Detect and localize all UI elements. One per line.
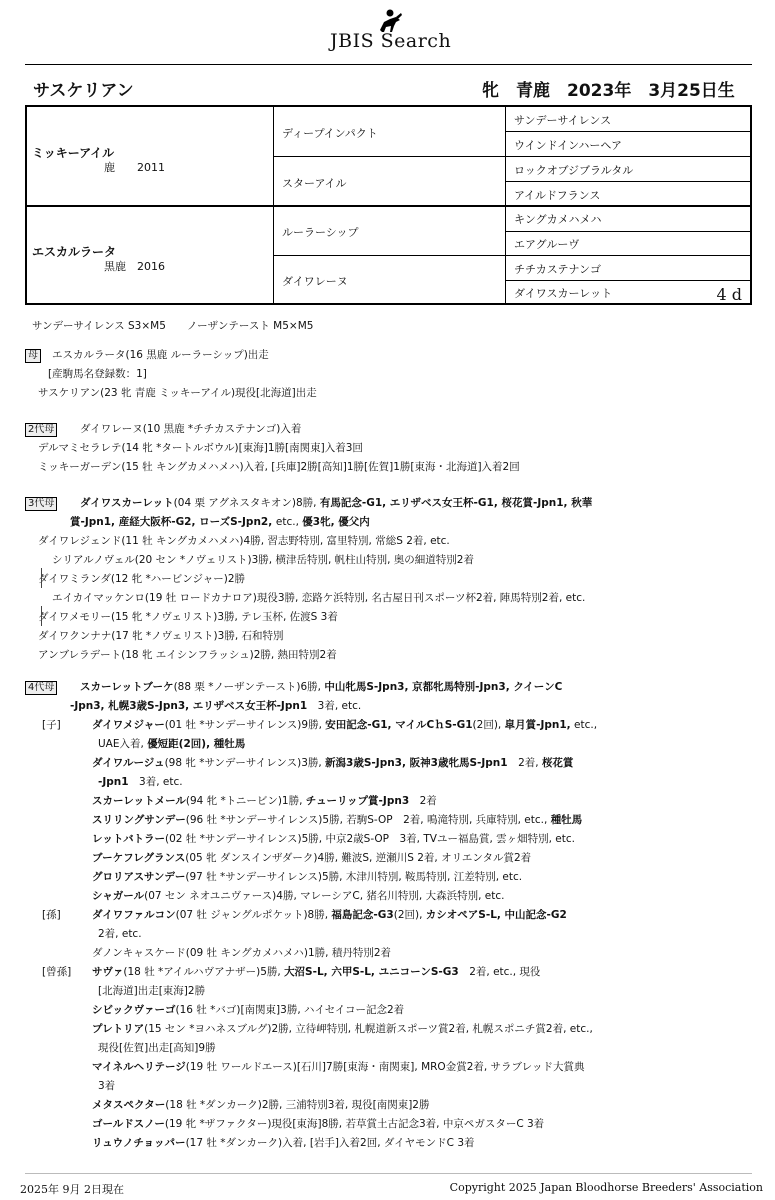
footer-copyright: Copyright 2025 Japan Bloodhorse Breeders' Association <box>449 1181 763 1194</box>
line-text: (96 牡 *サンデーサイレンス)5勝, 若駒S-OP 2着, 鳴滝特別, 兵庫特別, etc., <box>185 814 551 826</box>
section-line <box>0 944 775 963</box>
line-bold-text: 優3牝, 優父内 <box>302 516 370 528</box>
line-bold-text: 大沼S-L, 六甲S-L, ユニコーンS-G3 <box>284 966 459 978</box>
section-line <box>0 906 775 925</box>
line-bold-text: プレトリア <box>92 1023 145 1035</box>
line-bold-text: サヴァ <box>92 966 124 978</box>
line-text: (01 牡 *サンデーサイレンス)9勝, <box>164 719 326 731</box>
section-line <box>0 494 775 513</box>
great-grandparent: アイルドフランス <box>514 189 601 202</box>
section-line <box>0 697 775 716</box>
line-bold-text: スカーレットメール <box>92 795 186 807</box>
line-text: (17 牡 *ダンカーク)入着, [岩手]入着2回, ダイヤモンドC 3着 <box>185 1137 475 1149</box>
line-text: 2着, etc., 現役 <box>458 966 541 978</box>
great-grandparent: チチカステナンゴ <box>514 263 602 276</box>
section-line <box>0 346 775 365</box>
sire-name: ミッキーアイル <box>32 146 115 160</box>
section-line <box>0 716 775 735</box>
section-line <box>0 1058 775 1077</box>
family-number: 4 d <box>716 285 742 304</box>
line-text: (07 牡 ジャングルポケット)8勝, <box>175 909 332 921</box>
section-line <box>0 365 775 384</box>
sire-info: 鹿 2011 <box>104 161 165 174</box>
line-text: 2着, <box>507 757 542 769</box>
section-line <box>0 420 775 439</box>
section-line <box>0 773 775 792</box>
line-text: (15 セン *ヨハネスブルグ)2勝, 立待岬特別, 札幌道新スポーツ賞2着, 札幌スポニチ賞2着, etc., <box>144 1023 593 1035</box>
line-text: etc., <box>570 719 598 731</box>
line-bold-text: 安田記念-G1, マイルCｈS-G1 <box>325 719 473 731</box>
line-text: etc., <box>275 516 303 528</box>
line-text: [北海道]出走[東海]2勝 <box>98 985 206 997</box>
great-grandparent: キングカメハメハ <box>514 213 602 226</box>
line-text: シリアルノヴェル(20 セン *ノヴェリスト)3勝, 横津岳特別, 帆柱山特別, 奥の細道特別2着 <box>52 554 474 566</box>
line-text: (98 牝 *サンデーサイレンス)3勝, <box>164 757 326 769</box>
line-bold-text: スリリングサンデー <box>92 814 186 826</box>
line-bold-text: 皐月賞-Jpn1, <box>504 719 571 731</box>
section-line <box>0 811 775 830</box>
section-line <box>0 1001 775 1020</box>
line-text: ダイワミランダ(12 牝 *ハービンジャー)2勝 <box>38 573 246 585</box>
line-text: デルマミセラレテ(14 牝 *タートルボウル)[東海]1勝[南関東]入着3回 <box>38 442 363 454</box>
line-bold-text: ダイワスカーレット <box>80 497 174 509</box>
line-bold-text: 有馬記念-G1, エリザベス女王杯-G1, 桜花賞-Jpn1, 秋華 <box>319 497 593 509</box>
horse-info: 牝 青鹿 2023年 3月25日生 <box>482 81 735 101</box>
line-bold-text: メタスペクター <box>92 1099 166 1111</box>
section-line <box>0 1039 775 1058</box>
line-text: (02 牡 *サンデーサイレンス)5勝, 中京2歳S-OP 3着, TVユー福島賞, 雲ヶ畑特別, etc. <box>164 833 575 845</box>
logo-text: JBIS Search <box>330 30 452 52</box>
section-line <box>0 513 775 532</box>
line-bold-text: リュウノチョッパー <box>92 1137 186 1149</box>
grandparent: スターアイル <box>282 177 347 190</box>
section-line <box>0 439 775 458</box>
horse-name: サスケリアン <box>33 81 134 101</box>
line-bold-text: 福島記念-G3 <box>331 909 394 921</box>
line-text: (97 牡 *サンデーサイレンス)5勝, 木津川特別, 鞍馬特別, 江差特別, etc. <box>185 871 523 883</box>
pedigree-section <box>0 678 775 1153</box>
line-bold-text: -Jpn3, 札幌3歳S-Jpn3, エリザベス女王杯-Jpn1 <box>70 700 308 712</box>
line-bold-text: スカーレットブーケ <box>80 681 174 693</box>
relation-label: [子] <box>42 719 61 731</box>
section-tag: 3代母 <box>25 497 57 511</box>
section-line <box>0 646 775 665</box>
line-text: (19 牡 ワールドエース)[石川]7勝[東海・南関東], MRO金賞2着, サラブレッド大賞典 <box>185 1061 585 1073</box>
jbis-logo <box>330 8 460 56</box>
section-line <box>0 1134 775 1153</box>
section-line <box>0 735 775 754</box>
inbreeding-note: サンデーサイレンス S3×M5 ノーザンテースト M5×M5 <box>32 320 314 332</box>
line-bold-text: レットバトラー <box>92 833 165 845</box>
line-bold-text: マイネルヘリテージ <box>92 1061 186 1073</box>
line-bold-text: グロリアスサンデー <box>92 871 186 883</box>
line-text: (18 牡 *ダンカーク)2勝, 三浦特別3着, 現役[南関東]2勝 <box>165 1099 430 1111</box>
section-line <box>0 849 775 868</box>
line-bold-text: 種牡馬 <box>550 814 583 826</box>
section-line <box>0 754 775 773</box>
section-line <box>0 551 775 570</box>
grandparent: ルーラーシップ <box>282 226 359 239</box>
line-text: (18 牡 *アイルハヴアナザー)5勝, <box>123 966 285 978</box>
line-text: 3着 <box>98 1080 116 1092</box>
line-text: エスカルラータ(16 黒鹿 ルーラーシップ)出走 <box>52 349 269 361</box>
header-divider <box>25 64 752 65</box>
footer-divider <box>25 1173 752 1174</box>
section-line <box>0 868 775 887</box>
great-grandparent: ダイワスカーレット <box>514 287 613 300</box>
line-text: ダイワレーヌ(10 黒鹿 *チチカステナンゴ)入着 <box>80 423 302 435</box>
line-text: 3着, etc. <box>307 700 362 712</box>
section-tag: 4代母 <box>25 681 57 695</box>
footer-date: 2025年 9月 2日現在 <box>20 1183 124 1196</box>
line-bold-text: ダイワファルコン <box>92 909 176 921</box>
line-text: (16 牡 *バゴ)[南関東]3勝, ハイセイコー記念2着 <box>175 1004 405 1016</box>
line-text: エイカイマッケンロ(19 牡 ロードカナロア)現役3勝, 恋路ケ浜特別, 名古屋日刊スポーツ杯2着, 陣馬特別2着, etc. <box>52 592 586 604</box>
line-text: アンブレラデート(18 牝 エイシンフラッシュ)2勝, 熱田特別2着 <box>38 649 337 661</box>
line-bold-text: ゴールドスノー <box>92 1118 165 1130</box>
line-bold-text: 賞-Jpn1, 産経大阪杯-G2, ローズS-Jpn2, <box>70 516 276 528</box>
section-line <box>0 1115 775 1134</box>
section-line <box>0 570 775 589</box>
line-bold-text: 桜花賞 <box>541 757 574 769</box>
line-bold-text: ダイワメジャー <box>92 719 165 731</box>
section-tag: 母 <box>25 349 41 363</box>
line-text: (94 牝 *トニービン)1勝, <box>185 795 306 807</box>
pedigree-section <box>0 420 775 477</box>
line-text: ミッキーガーデン(15 牡 キングカメハメハ)入着, [兵庫]2勝[高知]1勝[佐賀]1勝[東海・北海道]入着2回 <box>38 461 520 473</box>
line-bold-text: カシオペアS-L, 中山記念-G2 <box>425 909 567 921</box>
line-bold-text: チューリップ賞-Jpn3 <box>305 795 410 807</box>
section-line <box>0 1077 775 1096</box>
line-text: UAE入着, <box>98 738 148 750</box>
line-text: ダノンキャスケード(09 牡 キングカメハメハ)1勝, 積丹特別2着 <box>92 947 392 959</box>
line-text: ダイワクンナナ(17 牝 *ノヴェリスト)3勝, 石和特別 <box>38 630 284 642</box>
great-grandparent: エアグルーヴ <box>514 238 580 251</box>
section-line <box>0 678 775 697</box>
section-line <box>0 830 775 849</box>
line-text: 2着 <box>409 795 437 807</box>
section-line <box>0 627 775 646</box>
section-line <box>0 982 775 1001</box>
line-bold-text: ダイワルージュ <box>92 757 165 769</box>
section-line <box>0 608 775 627</box>
relation-label: [曾孫] <box>42 966 72 978</box>
great-grandparent: ロックオブジブラルタル <box>514 164 634 177</box>
line-text: ダイワレジェンド(11 牡 キングカメハメハ)4勝, 習志野特別, 富里特別, 常総S 2着, etc. <box>38 535 450 547</box>
line-bold-text: シャガール <box>92 890 145 902</box>
line-text: (88 栗 *ノーザンテースト)6勝, <box>173 681 325 693</box>
line-bold-text: 優短距(2回), 種牡馬 <box>147 738 246 750</box>
section-line <box>0 963 775 982</box>
line-bold-text: 新潟3歳S-Jpn3, 阪神3歳牝馬S-Jpn1 <box>325 757 508 769</box>
line-text: 現役[佐賀]出走[高知]9勝 <box>98 1042 216 1054</box>
lineage-connector <box>41 606 42 626</box>
section-tag: 2代母 <box>25 423 57 437</box>
section-line <box>0 925 775 944</box>
pedigree-section <box>0 494 775 665</box>
line-bold-text: -Jpn1 <box>98 776 129 788</box>
section-line <box>0 532 775 551</box>
section-line <box>0 1020 775 1039</box>
line-text: (2回), <box>472 719 505 731</box>
lineage-connector <box>41 568 42 588</box>
dam-name: エスカルラータ <box>32 245 117 259</box>
section-line <box>0 887 775 906</box>
grandparent: ダイワレーヌ <box>282 275 348 288</box>
line-bold-text: 中山牝馬S-Jpn3, 京都牝馬特別-Jpn3, クイーンC <box>324 681 563 693</box>
great-grandparent: ウインドインハーヘア <box>514 139 623 152</box>
grandparent: ディープインパクト <box>282 127 378 140</box>
line-bold-text: シビックヴァーゴ <box>92 1004 176 1016</box>
section-line <box>0 792 775 811</box>
section-line <box>0 589 775 608</box>
line-text: (07 セン ネオユニヴァース)4勝, マレーシアC, 猪名川特別, 大森浜特別, etc. <box>144 890 505 902</box>
section-line <box>0 458 775 477</box>
line-text: [産駒馬名登録数：1] <box>48 368 147 380</box>
line-text: (04 栗 アグネスタキオン)8勝, <box>173 497 320 509</box>
section-line <box>0 1096 775 1115</box>
pedigree-section <box>0 346 775 403</box>
line-text: (05 牝 ダンスインザダーク)4勝, 難波S, 逆瀬川S 2着, オリエンタル賞2着 <box>185 852 532 864</box>
line-text: ダイワメモリー(15 牝 *ノヴェリスト)3勝, テレ玉杯, 佐渡S 3着 <box>38 611 338 623</box>
line-bold-text: ブーケフレグランス <box>92 852 186 864</box>
dam-info: 黒鹿 2016 <box>104 260 165 273</box>
line-text: 3着, etc. <box>128 776 183 788</box>
great-grandparent: サンデーサイレンス <box>514 114 612 127</box>
line-text: (19 牝 *ザファクター)現役[東海]8勝, 若草賞土古記念3着, 中京ペガスターC 3着 <box>164 1118 545 1130</box>
section-line <box>0 384 775 403</box>
line-text: (2回), <box>393 909 426 921</box>
line-text: 2着, etc. <box>98 928 142 940</box>
relation-label: [孫] <box>42 909 61 921</box>
line-text: サスケリアン(23 牝 青鹿 ミッキーアイル)現役[北海道]出走 <box>38 387 317 399</box>
pedigree-table <box>25 105 752 305</box>
